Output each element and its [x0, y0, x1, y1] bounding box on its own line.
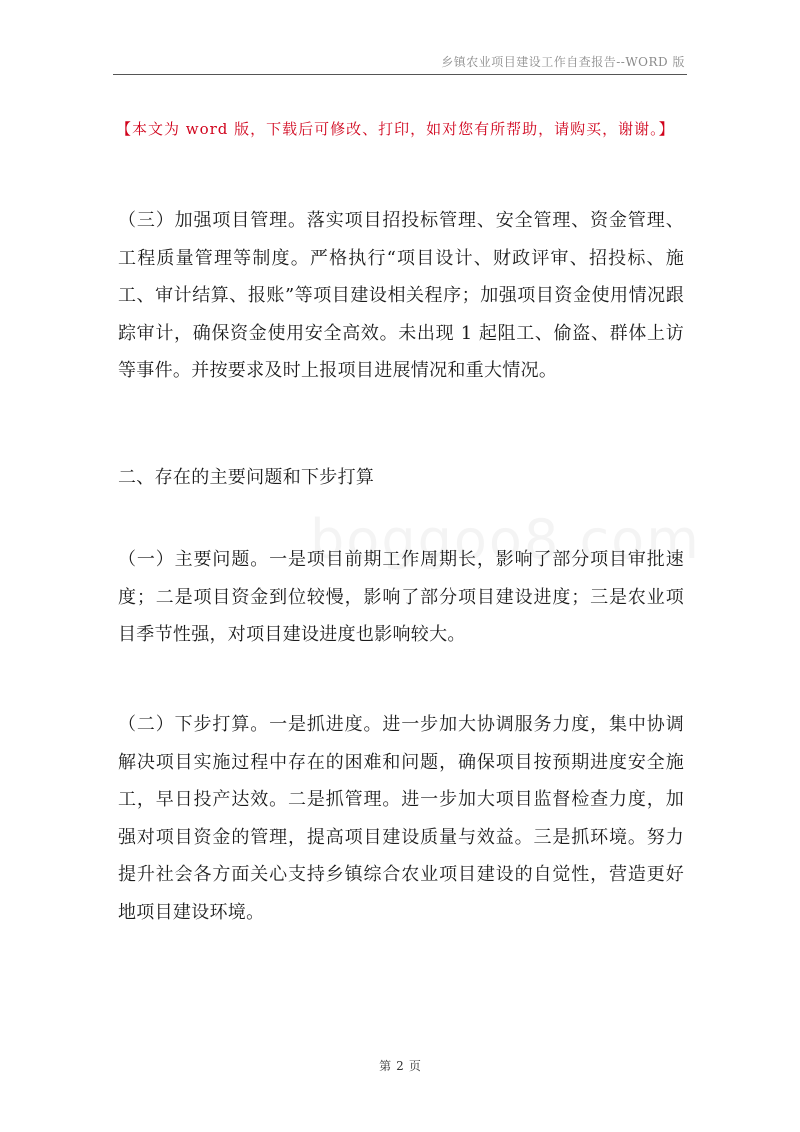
purchase-notice: 【本文为 word 版，下载后可修改、打印，如对您有所帮助，请购买，谢谢。】	[116, 120, 675, 138]
header-divider	[113, 74, 687, 75]
paragraph-main-problems: （一）主要问题。一是项目前期工作周期长，影响了部分项目审批速度；二是项目资金到位较慢，影响了部分项目建设进度；三是农业项目季节性强，对项目建设进度也影响较大。	[118, 549, 684, 645]
paragraph-next-plans: （二）下步打算。一是抓进度。进一步加大协调服务力度，集中协调解决项目实施过程中存在的困难和问题，确保项目按预期进度安全施工，早日投产达效。二是抓管理。进一步加大项目监督检查力度，加强对项目资金的管理，提高项目建设质量与效益。三是抓环境。努力提升社会各方面关心支持乡镇综合农业项目建设的自觉性，营造更好地项目建设环境。	[118, 714, 684, 923]
page-label-suffix: 页	[408, 1059, 421, 1073]
page-footer	[0, 1057, 800, 1074]
paragraph-project-management: （三）加强项目管理。落实项目招投标管理、安全管理、资金管理、工程质量管理等制度。严格执行“项目设计、财政评审、招投标、施工、审计结算、报账”等项目建设相关程序；加强项目资金使用情况跟踪审计，确保资金使用安全高效。未出现 1 起阻工、偷盗、群体上访等事件。并按要求及时上报项目进展情况和重大情况。	[118, 210, 684, 381]
page-number: 2	[396, 1059, 404, 1073]
document-header-title: 乡镇农业项目建设工作自查报告--WORD 版	[441, 55, 685, 69]
page-label-prefix: 第	[379, 1059, 392, 1073]
section-heading-problems: 二、存在的主要问题和下步打算	[118, 467, 375, 488]
